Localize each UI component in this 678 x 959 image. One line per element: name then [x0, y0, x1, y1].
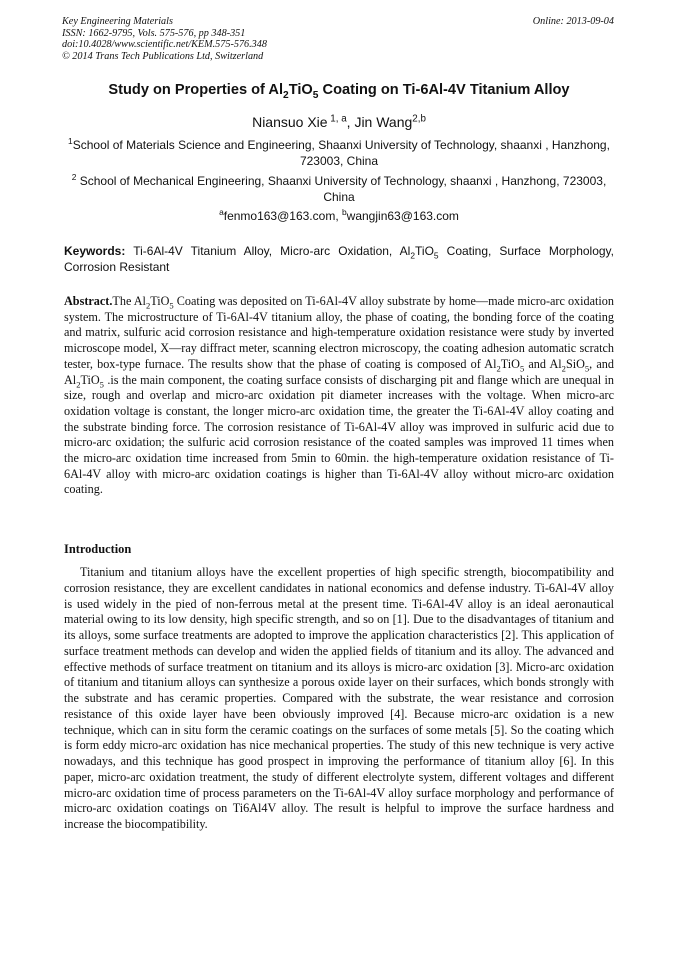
author-emails: $^a$fenmo163@163.com, $^b$wangjin63@163.com	[219, 207, 459, 223]
email-link[interactable]: fenmo163@163.com	[223, 209, 336, 223]
affiliation-1: $^1$School of Materials Science and Engineering, Shaanxi University of Technology, shaanxi , Hanzhong, 723003, China	[68, 136, 610, 168]
introduction-paragraph: Titanium and titanium alloys have the excellent properties of high specific strength, biocompatibility and corrosion resistance, they are excellent candidates in national economics and defense industry. Ti-6Al-4V alloy is used widely in the pied of non-ferrous metal at the present time. Ti-6Al-4V alloy is an ideal aeronautical material owing to its low density, high specific strength, and so on [1]. Due to the disadvantages of titanium and its alloys, some surface treatments are adopted to improve the application characteristics [2]. This application of surface treatment methods can develop and widen the applied fields of titanium and its alloy. The advanced and effective methods of surface treatment on titanium and its alloys is micro-arc oxidation [3]. Micro-arc oxidation of titanium and titanium alloys can synthesize a porous oxide layer on their surfaces, which bonds strongly with the substrate and has ceramic properties. Compared with the substrate, the wear resistance and corrosion resistance of this oxide layer have been obviously improved [4]. Because micro-arc oxidation is a new technique, which can in situ form the ceramic coatings on the surfaces of some metals [5]. So the coating which is form eddy micro-arc oxidation has nice mechanical properties. The study of this new technique is very active nowadays, and this technique has good prospect in improving the performance of titanium alloy [6]. In this paper, micro-arc oxidation treatment, the study of different electrolyte system, different voltages and different micro-arc oxidation time of process parameters on the Ti-6Al-4V alloy surface morphology and performance of micro-arc oxidation coatings on Ti6Al4V alloy. The result is helpful to improve the surface hardness and increase the biocompatibility.	[64, 565, 614, 831]
author-name: Niansuo Xie	[252, 114, 328, 130]
copyright-line: © 2014 Trans Tech Publications Ltd, Switzerland	[62, 50, 264, 62]
paper-title: Study on Properties of $Al_2TiO_5$ Coating on Ti-6Al-4V Titanium Alloy	[108, 82, 570, 101]
journal-metadata	[62, 16, 267, 62]
email-link[interactable]: wangjin63@163.com	[346, 209, 459, 223]
doi-link[interactable]: doi:10.4028/www.scientific.net/KEM.575-576.348	[62, 39, 267, 51]
online-date: Online: 2013-09-04	[532, 16, 614, 27]
section-heading-introduction: Introduction	[64, 542, 132, 556]
affiliation-2: $^2$ School of Mechanical Engineering, Shaanxi University of Technology, shaanxi , Hanzhong, 723003, China	[71, 172, 607, 204]
keywords: Keywords: Ti-6Al-4V Titanium Alloy, Micro-arc Oxidation, $Al_2TiO_5$ Coating, Surface Morphology, Corrosion Resistant	[64, 244, 614, 274]
abstract-paragraph: Abstract.The $Al_2TiO_5$ Coating was deposited on Ti-6Al-4V alloy substrate by home—made micro-arc oxidation system. The microstructure of Ti-6Al-4V titanium alloy, the phase of coating, the bonding force of the coating and matrix, sulfuric acid corrosion resistance and high-temperature oxidation resistance were study by inverted microscope model, X—ray diffract meter, scanning electron microscopy, the coating adhesion automatic scratch tester, box-type furnace. The results show that the phase of coating is composed of $Al_2TiO_5$ and $Al_2SiO_5$, and $Al_2TiO_5$ .is the main component, the coating surface consists of discharging pit and flange which are unequal in size, rough and overlap and micro-arc oxidation pit diameter increases with the voltage. When micro-arc oxidation voltage is constant, the longer micro-arc oxidation time, the greater the Ti-6Al-4V alloy coating and the substrate binding force. The corrosion resistance of Ti-6Al-4V alloy was improved in sulfuric acid due to micro-arc oxidation; the sulfuric acid corrosion resistance of the coated samples was improved 11 times when the micro-arc oxidation time increased from 5min to 60min. the high-temperature oxidation resistance of Ti-6Al-4V alloy with micro-arc oxidation coatings is higher than Ti-6Al-4V alloy without micro-arc oxidation coating.	[64, 294, 614, 497]
author-list: Niansuo Xie $^{1, a}$, Jin Wang$^{2,b}$	[252, 113, 426, 130]
abstract-label: Abstract.	[64, 294, 113, 308]
issn-line: ISSN: 1662-9795, Vols. 575-576, pp 348-351	[62, 27, 246, 39]
author-name: Jin Wang	[354, 114, 413, 130]
journal-name: Key Engineering Materials	[62, 16, 173, 27]
keywords-label: Keywords:	[64, 244, 126, 258]
